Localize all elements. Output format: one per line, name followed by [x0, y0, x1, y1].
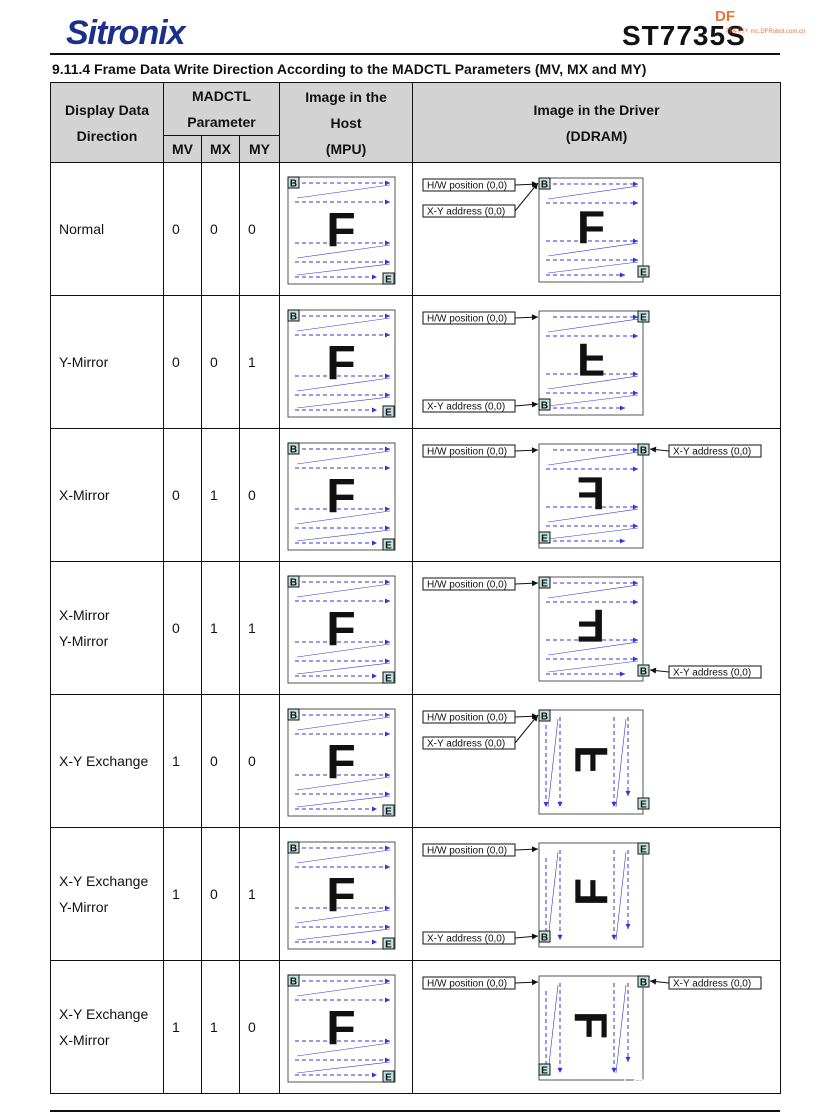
wechat-icon	[624, 1073, 646, 1091]
driver-image	[413, 695, 781, 827]
xy-address-label	[669, 666, 761, 679]
svg-text:B: B	[540, 400, 549, 412]
table-row	[51, 828, 781, 961]
direction-label: Y-Mirror	[59, 899, 109, 915]
my-value: 0	[240, 695, 280, 828]
my-value: 1	[240, 562, 280, 695]
header-mx: MX	[202, 136, 240, 163]
header-mv: MV	[164, 136, 202, 163]
table-row	[51, 163, 781, 296]
mv-value: 0	[164, 296, 202, 429]
driver-image-cell	[413, 296, 781, 429]
svg-text:H/W position (0,0): H/W position (0,0)	[427, 712, 508, 724]
driver-image-cell	[413, 429, 781, 562]
host-image-cell	[280, 163, 413, 296]
hw-position-label	[423, 977, 515, 990]
driver-image-cell	[413, 828, 781, 961]
svg-text:B: B	[289, 577, 298, 589]
end-marker	[383, 1071, 394, 1084]
begin-marker	[539, 399, 550, 412]
hw-position-label	[423, 711, 515, 724]
svg-text:E: E	[640, 844, 647, 856]
begin-marker	[288, 310, 299, 323]
driver-glyph	[565, 745, 617, 773]
svg-text:B: B	[540, 711, 549, 723]
svg-text:B: B	[639, 666, 648, 678]
header-direction	[51, 83, 164, 163]
svg-text:E: E	[385, 939, 392, 951]
svg-text:E: E	[385, 1072, 392, 1084]
direction-cell	[51, 429, 164, 562]
hw-position-label	[423, 445, 515, 458]
direction-label: X-Y Exchange	[59, 753, 149, 769]
host-glyph: F	[326, 736, 356, 789]
svg-text:X-Y address (0,0): X-Y address (0,0)	[673, 667, 752, 679]
header-driver-line1: Image in the Driver	[533, 101, 660, 118]
end-marker	[638, 311, 649, 324]
host-image-cell	[280, 961, 413, 1094]
host-image-cell	[280, 562, 413, 695]
host-glyph: F	[326, 603, 356, 656]
svg-text:F: F	[576, 600, 606, 652]
header-host-line1: Image in the	[305, 88, 387, 105]
end-marker	[383, 672, 394, 685]
direction-cell	[51, 562, 164, 695]
my-value: 0	[240, 163, 280, 296]
header-rule	[50, 53, 780, 55]
driver-image	[413, 163, 781, 295]
hw-position-label	[423, 179, 515, 192]
svg-text:X-Y address (0,0): X-Y address (0,0)	[427, 206, 506, 218]
xy-address-label	[669, 977, 761, 990]
leader-arrows	[515, 181, 538, 211]
header-driver-line2: (DDRAM)	[565, 127, 628, 144]
svg-text:E: E	[541, 533, 548, 545]
leader-arrows	[515, 846, 538, 939]
my-value: 1	[240, 828, 280, 961]
host-image-cell	[280, 695, 413, 828]
part-number: ST7735S	[622, 20, 746, 51]
driver-image-cell	[413, 163, 781, 296]
header-madctl-line1: MADCTL	[191, 88, 252, 104]
mv-value: 1	[164, 961, 202, 1094]
watermark-logo-sub: 创客社区 mc.DFRobot.com.cn	[725, 29, 806, 35]
end-marker	[383, 273, 394, 286]
svg-text:X-Y address (0,0): X-Y address (0,0)	[427, 401, 506, 413]
begin-marker	[539, 931, 550, 944]
svg-text:B: B	[540, 932, 549, 944]
svg-text:X-Y address (0,0): X-Y address (0,0)	[427, 933, 506, 945]
hw-position-label	[423, 844, 515, 857]
svg-text:B: B	[639, 445, 648, 457]
my-value: 0	[240, 429, 280, 562]
svg-text:B: B	[289, 444, 298, 456]
xy-address-label	[669, 445, 761, 458]
driver-image-cell	[413, 562, 781, 695]
driver-glyph	[577, 467, 605, 519]
driver-glyph	[577, 600, 605, 652]
svg-text:F: F	[565, 877, 618, 907]
end-marker	[539, 532, 550, 545]
svg-text:H/W position (0,0): H/W position (0,0)	[427, 579, 508, 591]
host-glyph: F	[326, 337, 356, 390]
direction-label: Normal	[59, 221, 105, 237]
hw-position-label	[423, 312, 515, 325]
mv-value: 0	[164, 562, 202, 695]
host-image	[280, 695, 413, 827]
svg-text:E: E	[385, 540, 392, 552]
direction-cell	[51, 163, 164, 296]
table-row	[51, 695, 781, 828]
mv-value: 1	[164, 695, 202, 828]
section-title: 9.11.4 Frame Data Write Direction According to the MADCTL Parameters (MV, MX and MY)	[52, 61, 647, 77]
svg-text:X-Y address (0,0): X-Y address (0,0)	[673, 446, 752, 458]
watermark-logo-df: DF	[715, 8, 735, 25]
header-host-line3: (MPU)	[325, 140, 367, 157]
direction-label: Y-Mirror	[59, 354, 109, 370]
svg-text:B: B	[639, 977, 648, 989]
host-image	[280, 296, 413, 428]
host-image	[280, 562, 413, 694]
svg-text:E: E	[640, 312, 647, 324]
svg-text:E: E	[640, 799, 647, 811]
direction-label: X-Y Exchange	[59, 1006, 149, 1022]
mv-value: 1	[164, 828, 202, 961]
end-marker	[638, 266, 649, 279]
mx-value: 0	[202, 296, 240, 429]
header-madctl	[164, 83, 280, 136]
xy-address-label	[423, 737, 515, 750]
driver-image-cell	[413, 695, 781, 828]
svg-text:B: B	[289, 710, 298, 722]
hw-position-label	[423, 578, 515, 591]
leader-arrows	[515, 314, 538, 407]
svg-text:F: F	[565, 744, 618, 774]
svg-text:E: E	[385, 806, 392, 818]
direction-label: X-Mirror	[59, 487, 110, 503]
direction-cell	[51, 296, 164, 429]
begin-marker	[539, 710, 550, 723]
begin-marker	[638, 976, 649, 989]
begin-marker	[638, 665, 649, 678]
svg-text:E: E	[541, 1065, 548, 1077]
host-image-cell	[280, 296, 413, 429]
mx-value: 0	[202, 163, 240, 296]
begin-marker	[288, 709, 299, 722]
driver-glyph	[577, 334, 605, 386]
direction-label: X-Mirror	[59, 1032, 110, 1048]
driver-image	[413, 429, 781, 561]
svg-text:E: E	[385, 274, 392, 286]
host-glyph: F	[326, 869, 356, 922]
begin-marker	[638, 444, 649, 457]
host-image	[280, 828, 413, 960]
mv-value: 0	[164, 429, 202, 562]
driver-image	[413, 296, 781, 428]
madctl-table	[50, 82, 781, 1094]
driver-glyph	[565, 1011, 617, 1039]
begin-marker	[288, 842, 299, 855]
end-marker	[539, 1064, 550, 1077]
svg-text:B: B	[289, 843, 298, 855]
header-my: MY	[240, 136, 280, 163]
host-image	[280, 961, 413, 1093]
driver-image	[413, 828, 781, 960]
svg-text:E: E	[541, 578, 548, 590]
svg-text:H/W position (0,0): H/W position (0,0)	[427, 446, 508, 458]
svg-text:F: F	[576, 467, 606, 519]
driver-glyph	[577, 201, 605, 253]
begin-marker	[288, 975, 299, 988]
end-marker	[383, 938, 394, 951]
svg-text:H/W position (0,0): H/W position (0,0)	[427, 978, 508, 990]
svg-text:X-Y address (0,0): X-Y address (0,0)	[673, 978, 752, 990]
svg-text:B: B	[289, 178, 298, 190]
mx-value: 1	[202, 429, 240, 562]
header-direction-line1: Display Data	[64, 101, 150, 118]
svg-text:E: E	[640, 267, 647, 279]
direction-cell	[51, 828, 164, 961]
host-image-cell	[280, 429, 413, 562]
table-row	[51, 562, 781, 695]
xy-address-label	[423, 932, 515, 945]
header-row	[51, 83, 781, 136]
leader-arrows	[515, 713, 538, 743]
table-row	[51, 429, 781, 562]
mv-value: 0	[164, 163, 202, 296]
direction-cell	[51, 695, 164, 828]
header-driver	[413, 83, 781, 163]
direction-cell	[51, 961, 164, 1094]
svg-text:B: B	[289, 976, 298, 988]
direction-label: X-Y Exchange	[59, 873, 149, 889]
header-direction-line2: Direction	[76, 127, 138, 144]
sitronix-logo: Sitronix	[66, 14, 185, 52]
svg-text:B: B	[289, 311, 298, 323]
host-image	[280, 429, 413, 561]
wechat-watermark	[624, 1072, 764, 1092]
direction-label: Y-Mirror	[59, 633, 109, 649]
svg-text:H/W position (0,0): H/W position (0,0)	[427, 313, 508, 325]
footer-rule	[50, 1110, 780, 1112]
svg-text:H/W position (0,0): H/W position (0,0)	[427, 180, 508, 192]
header-host-line2: Host	[330, 114, 362, 131]
svg-text:E: E	[385, 673, 392, 685]
header-madctl-line2: Parameter	[187, 114, 256, 130]
host-glyph: F	[326, 204, 356, 257]
begin-marker	[288, 576, 299, 589]
svg-text:B: B	[540, 179, 549, 191]
host-image	[280, 163, 413, 295]
driver-glyph	[565, 878, 617, 906]
svg-text:E: E	[385, 407, 392, 419]
svg-text:F: F	[565, 1010, 618, 1040]
end-marker	[638, 843, 649, 856]
table-row	[51, 296, 781, 429]
begin-marker	[288, 443, 299, 456]
end-marker	[383, 406, 394, 419]
host-glyph: F	[326, 1002, 356, 1055]
end-marker	[539, 577, 550, 590]
begin-marker	[539, 178, 550, 191]
host-glyph: F	[326, 470, 356, 523]
svg-text:F: F	[576, 201, 606, 253]
end-marker	[638, 798, 649, 811]
svg-text:H/W position (0,0): H/W position (0,0)	[427, 845, 508, 857]
my-value: 0	[240, 961, 280, 1094]
host-image-cell	[280, 828, 413, 961]
svg-text:F: F	[576, 334, 606, 386]
driver-image	[413, 562, 781, 694]
direction-label: X-Mirror	[59, 607, 110, 623]
xy-address-label	[423, 205, 515, 218]
mx-value: 1	[202, 562, 240, 695]
begin-marker	[288, 177, 299, 190]
mx-value: 0	[202, 695, 240, 828]
my-value: 1	[240, 296, 280, 429]
xy-address-label	[423, 400, 515, 413]
header-host	[280, 83, 413, 163]
mx-value: 1	[202, 961, 240, 1094]
end-marker	[383, 805, 394, 818]
end-marker	[383, 539, 394, 552]
svg-text:X-Y address (0,0): X-Y address (0,0)	[427, 738, 506, 750]
wechat-watermark-text: 旺仔爸爸造物社	[652, 1075, 765, 1093]
mx-value: 0	[202, 828, 240, 961]
